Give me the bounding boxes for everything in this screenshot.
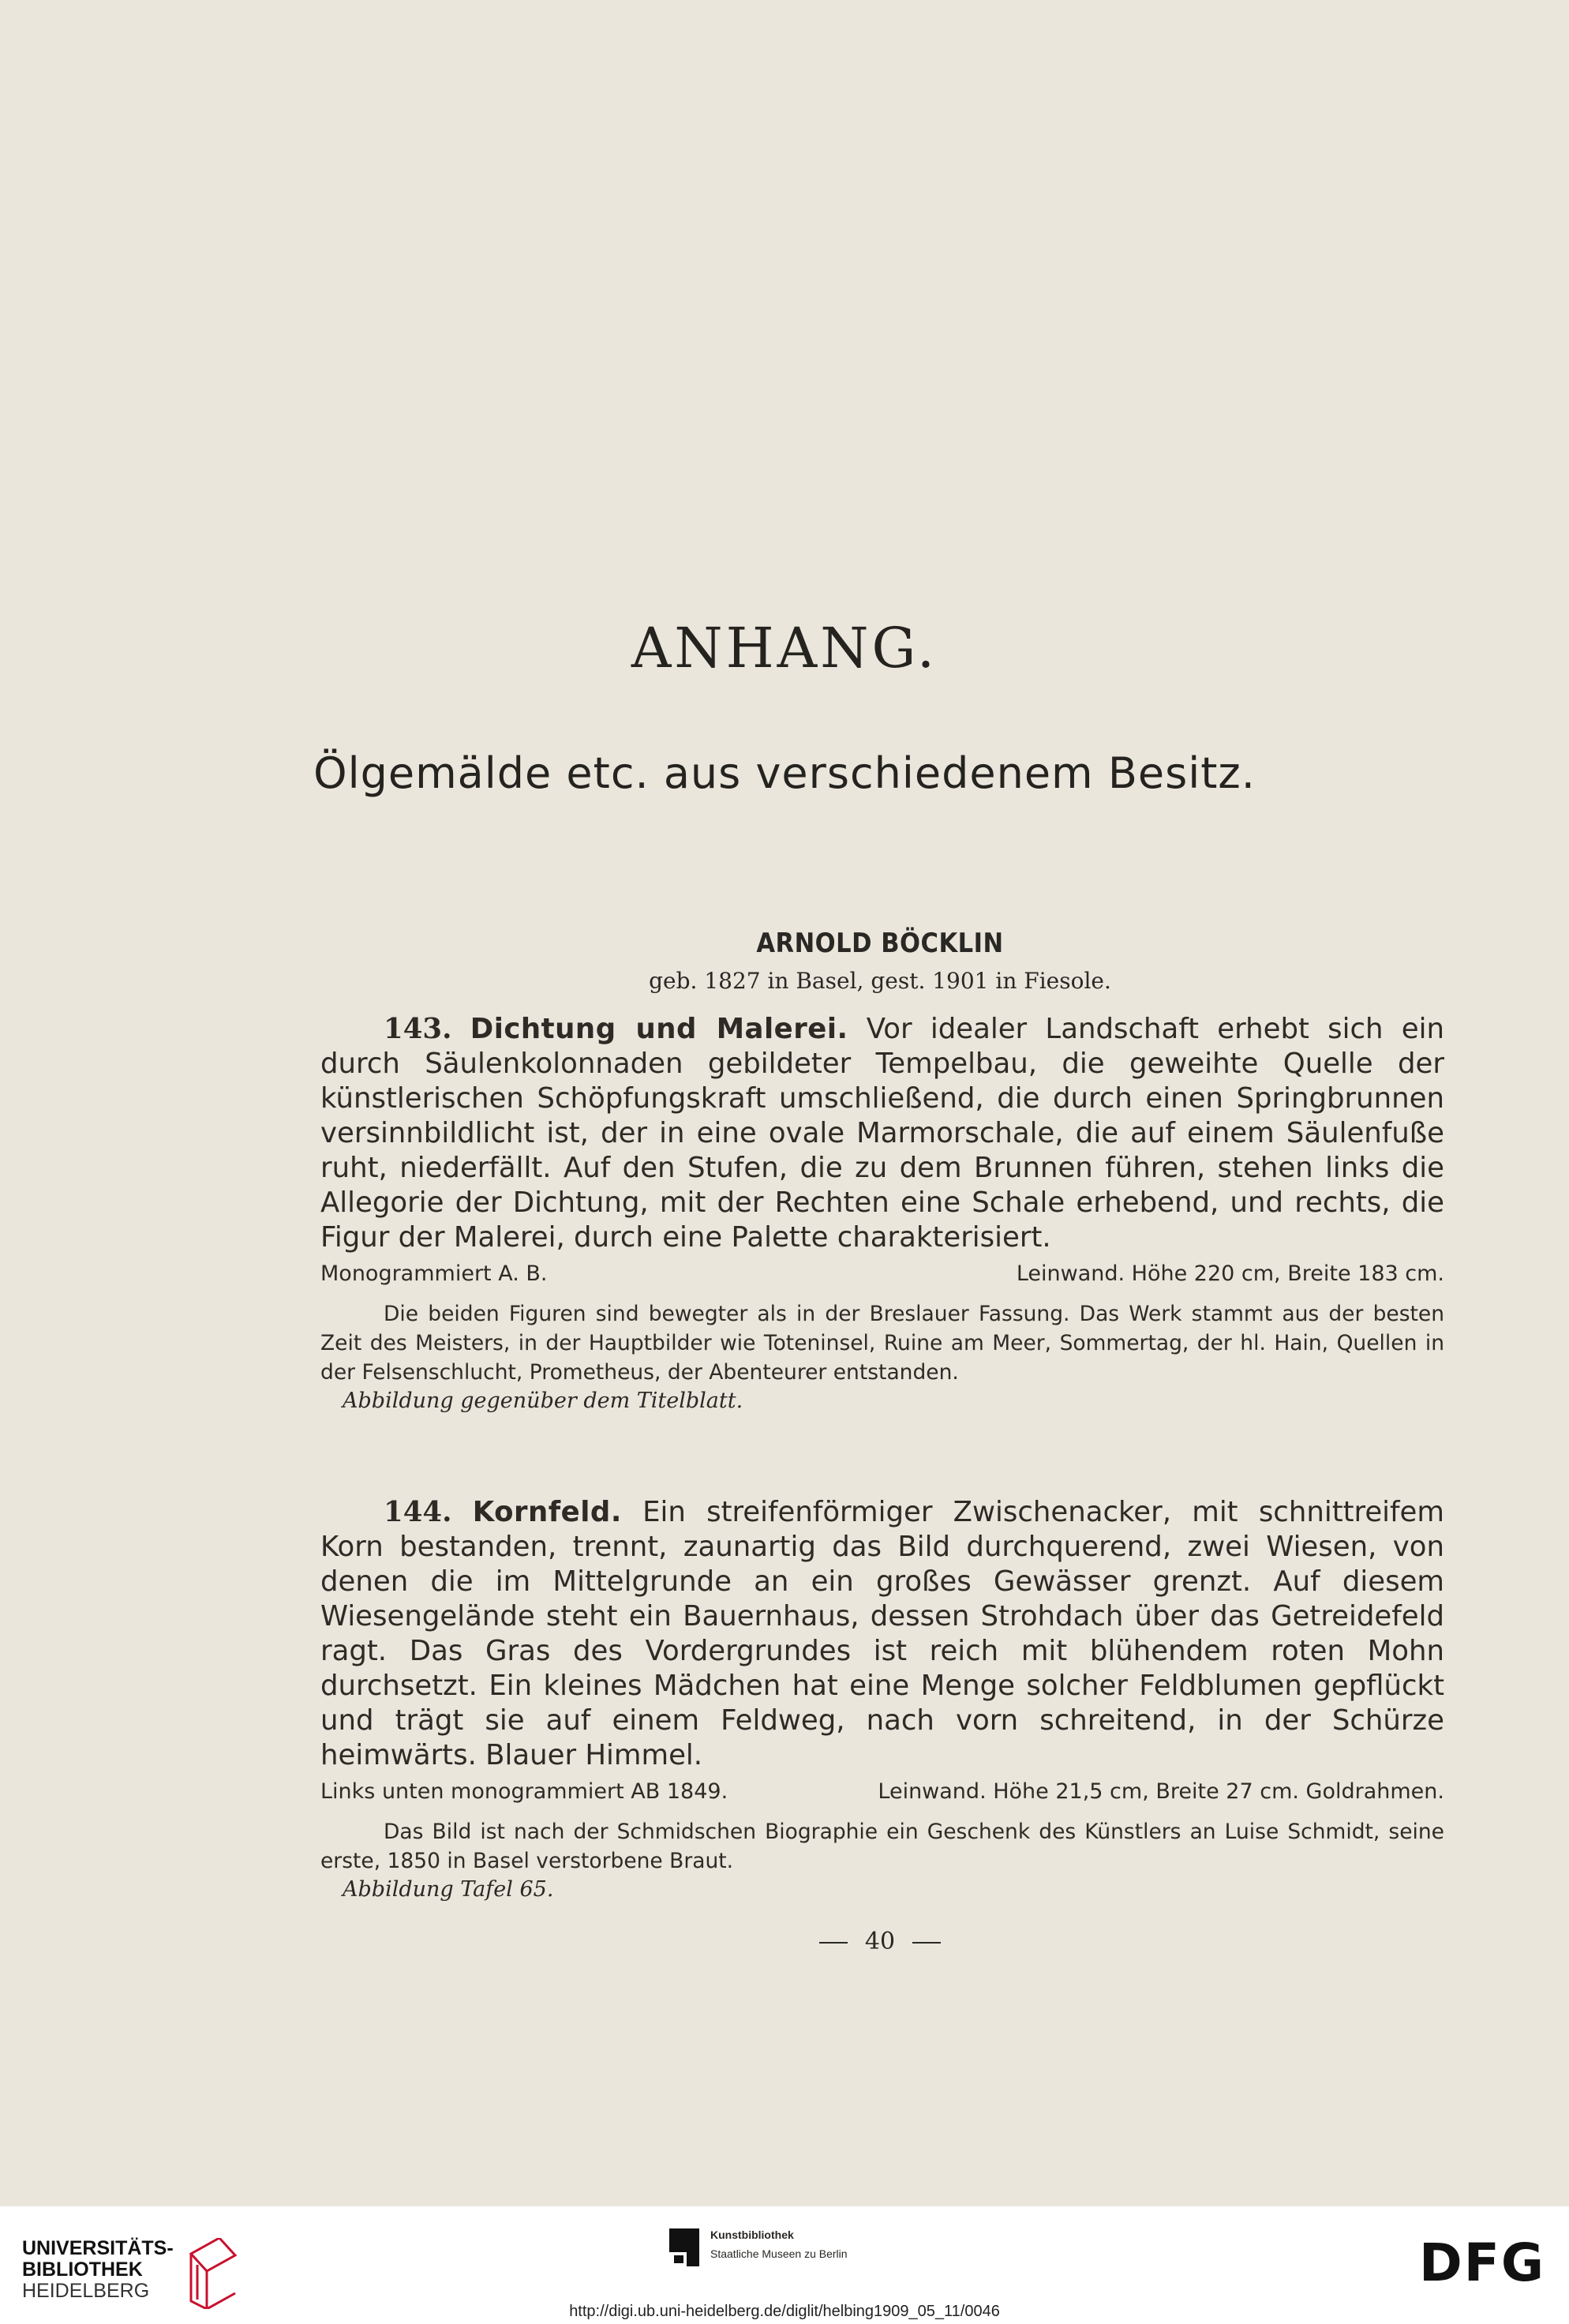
entry-number: 144. [384, 1496, 452, 1528]
artist-name: ARNOLD BÖCKLIN [756, 928, 1004, 959]
entry-meta-right: Leinwand. Höhe 21,5 cm, Breite 27 cm. Goldrahmen. [878, 1779, 1444, 1804]
kunstbibliothek-subtitle: Staatliche Museen zu Berlin [710, 2247, 848, 2260]
entry-note-text: Das Bild ist nach der Schmidschen Biographie ein Geschenk des Künstlers an Luise Schmidt, seine erste, 1850 in Basel verstorbene Braut. [320, 1820, 1444, 1873]
dash-left [819, 1942, 848, 1944]
entry-description [320, 1012, 1444, 1255]
catalog-entry-144 [320, 1495, 1444, 1904]
section-subheading: Ölgemälde etc. aus verschiedenem Besitz. [313, 748, 1256, 798]
entry-illustration-ref: Abbildung Tafel 65. [343, 1877, 554, 1902]
entry-text: Vor idealer Landschaft erhebt sich ein durch Säulenkolonnaden gebildeter Tempelbau, die geweihte Quelle der künstlerischen Schöpfungskraft umschließend, die durch einen Springbrunnen versinnbildlicht ist, der in eine ovale Marmorschale, die auf einem Säulenfuße ruht, niederfällt. Auf den Stufen, die zu dem Brunnen führen, stehen links die Allegorie der Dichtung, mit der Rechten eine Schale erhebend, und rechts, die Figur der Malerei, durch eine Palette charakterisiert. [320, 1013, 1444, 1254]
ub-logo-line2: BIBLIOTHEK [22, 2258, 143, 2281]
entry-text: Ein streifenförmiger Zwischenacker, mit schnittreifem Korn bestanden, trennt, zaunartig das Bild durchquerend, zwei Wiesen, von denen die im Mittelgrunde an ein großes Gewässer grenzt. Auf diesem Wiesengelände steht ein Bauernhaus, dessen Strohdach über das Getreidefeld ragt. Das Gras des Vordergrundes ist reich mit blühendem roten Mohn durchsetzt. Ein kleines Mädchen hat eine Menge solcher Feldblumen gepflückt und trägt sie auf einem Feldweg, nach vorn schreitend, in der Schürze heimwärts. Blauer Himmel. [320, 1496, 1444, 1771]
kunstbibliothek-text [710, 2228, 848, 2260]
kunstbibliothek-emblem-icon [669, 2228, 699, 2266]
dfg-logo-text: DFG [1419, 2236, 1545, 2287]
ub-heidelberg-logo[interactable] [22, 2238, 174, 2302]
entry-title: Dichtung und Malerei. [470, 1013, 848, 1045]
kunstbibliothek-title: Kunstbibliothek [710, 2228, 794, 2241]
ub-logo-line1: UNIVERSITÄTS- [22, 2237, 174, 2259]
page-number-value: 40 [864, 1928, 896, 1955]
dfg-logo[interactable] [1419, 2236, 1545, 2287]
artist-dates: geb. 1827 in Basel, gest. 1901 in Fiesole. [649, 968, 1111, 994]
entry-meta-left: Links unten monogrammiert AB 1849. [320, 1779, 728, 1804]
entry-title: Kornfeld. [472, 1496, 622, 1528]
page-number [0, 1928, 1569, 1955]
entry-note [320, 1299, 1444, 1387]
catalog-entry-143 [320, 1012, 1444, 1415]
entry-illustration-ref: Abbildung gegenüber dem Titelblatt. [343, 1389, 743, 1413]
entry-meta-right: Leinwand. Höhe 220 cm, Breite 183 cm. [1016, 1261, 1444, 1286]
ub-logo-text [22, 2238, 174, 2302]
source-url[interactable]: http://digi.ub.uni-heidelberg.de/diglit/helbing1909_05_11/0046 [569, 2303, 1000, 2320]
entry-note-text: Die beiden Figuren sind bewegter als in der Breslauer Fassung. Das Werk stammt aus der besten Zeit des Meisters, in der Hauptbilder wie Toteninsel, Ruine am Meer, Sommertag, der hl. Hain, Quellen in der Felsenschlucht, Prometheus, der Abenteurer entstanden. [320, 1302, 1444, 1385]
entry-number: 143. [384, 1013, 452, 1045]
kunstbibliothek-logo[interactable] [669, 2228, 848, 2266]
entry-meta [320, 1260, 1444, 1288]
ub-logo-line3: HEIDELBERG [22, 2280, 150, 2302]
dash-right [912, 1942, 941, 1944]
section-heading: ANHANG. [631, 616, 938, 680]
entry-note [320, 1817, 1444, 1876]
footer-bar [0, 2206, 1569, 2324]
entry-description [320, 1495, 1444, 1773]
ub-emblem-icon [180, 2238, 243, 2309]
entry-meta-left: Monogrammiert A. B. [320, 1261, 548, 1286]
entry-meta [320, 1778, 1444, 1806]
